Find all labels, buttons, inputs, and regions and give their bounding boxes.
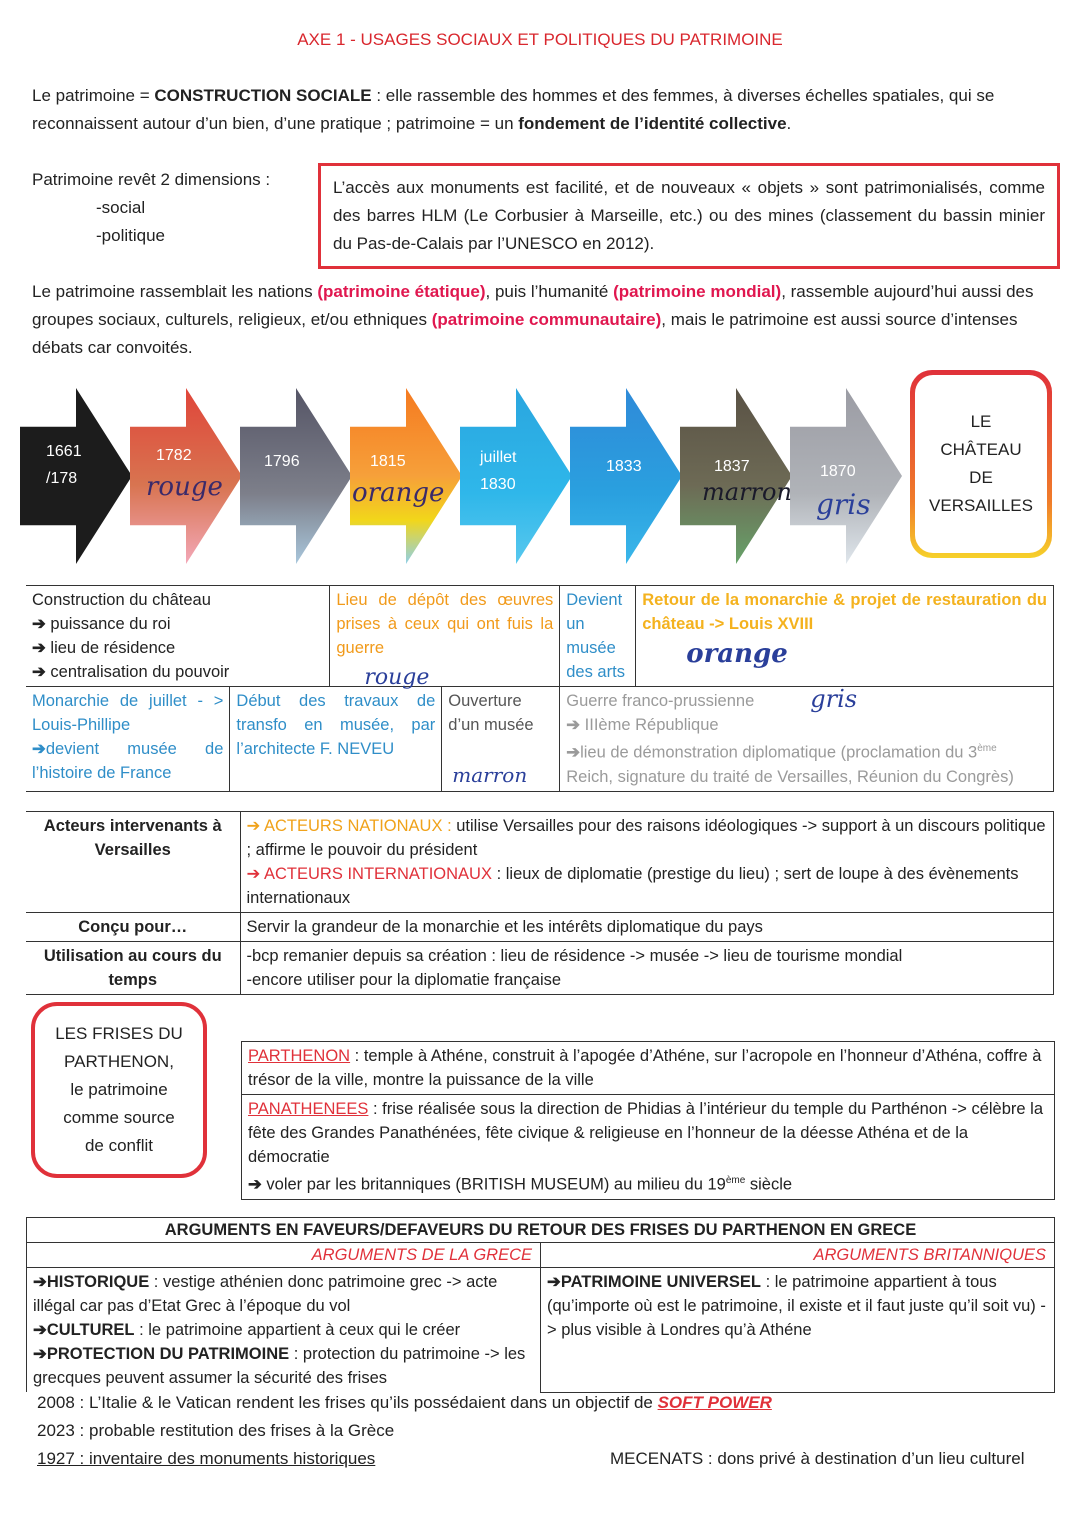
uk-header: ARGUMENTS BRITANNIQUES (541, 1243, 1055, 1268)
event-text: centralisation du pouvoir (50, 663, 230, 681)
event-hand-note: gris (810, 685, 858, 713)
panathenees-label: PANATHENEES (248, 1100, 369, 1118)
arguments-title: ARGUMENTS EN FAVEURS/DEFAVEURS DU RETOUR DES FRISES DU PARTHENON EN GRECE (27, 1218, 1055, 1243)
parthenon-row (242, 1042, 1055, 1095)
dimension-item: -politique (96, 226, 165, 245)
usage-text: -encore utiliser pour la diplomatie française (246, 971, 562, 989)
footer-2023: 2023 : probable restitution des frises à la Grèce (37, 1421, 395, 1440)
frises-box: LES FRISES DU PARTHENON, le patrimoine comme source de conflit (31, 1002, 207, 1178)
event-text: Ouverture d’un musée (448, 692, 534, 734)
footer-1927: 1927 : inventaire des monuments historiques (37, 1449, 376, 1468)
timeline-arrow-1796 (240, 388, 352, 564)
intro-text: . (786, 114, 792, 133)
acteurs-label: Acteurs intervenants à Versailles (26, 812, 240, 913)
page-title: AXE 1 - USAGES SOCIAUX ET POLITIQUES DU PATRIMOINE (297, 30, 783, 49)
parthenon-table (241, 1041, 1055, 1200)
acteurs-text: utilise Versailles pour des raisons idéologiques -> support à un discours politique ; affirme le pouvoir du président (246, 817, 1046, 859)
arrow-date: 1661 /178 (46, 443, 82, 487)
arg-label: HISTORIQUE (46, 1273, 150, 1291)
event-construction: Construction du château ➔ puissance du roi ➔ lieu de résidence ➔ centralisation du pouvoir (26, 586, 330, 687)
event-ouverture (442, 687, 560, 792)
arg-text: : le patrimoine appartient à ceux qui le créer (134, 1321, 461, 1339)
timeline-arrow-1815 (350, 388, 462, 564)
event-hand-note: marron (452, 762, 528, 787)
arrow-date: juillet 1830 (480, 449, 517, 493)
footer-2008 (37, 1393, 772, 1413)
stolen-text: voler par les britanniques (BRITISH MUSEUM) au milieu du 19 (261, 1175, 726, 1194)
acteurs-text: : lieux de diplomatie (prestige du lieu) ; sert de loupe à des évènements internationaux (246, 865, 1019, 907)
arg-text: : le patrimoine appartient à tous (qu’importe où est le patrimoine, il existe et il faut juste qu’il soit vu) -> plus visible à Londres qu’à Athéne (547, 1273, 1046, 1339)
dimension-item: -social (96, 198, 146, 217)
event-travaux: Début des travaux de transfo en musée, par l’architecte F. NEVEU (230, 687, 442, 792)
events-table (26, 585, 1054, 792)
event-text: puissance du roi (50, 615, 171, 633)
arrow-note: gris (816, 488, 871, 521)
concu-text: Servir la grandeur de la monarchie et les intérêts diplomatique du pays (240, 913, 1054, 942)
event-text: Lieu de dépôt des œuvres prises à ceux qui ont fuis la guerre (336, 591, 554, 657)
nations-text: , puis l’humanité (485, 282, 614, 301)
event-text: Guerre franco-prussienne (566, 692, 755, 710)
arg-text: : vestige athénien donc patrimoine grec -> acte illégal car pas d’Etat Grec à l’époque du vol (33, 1273, 498, 1315)
event-text: devient musée de l’histoire de France (32, 740, 224, 782)
event-text: Monarchie de juillet - > Louis-Phillipe (32, 692, 224, 734)
arrow-date: 1837 (714, 458, 750, 475)
usage-label: Utilisation au cours du temps (26, 942, 240, 995)
intro-text: : elle rassemble des hommes et des femmes, à diverses échelles spatiales, qui se (371, 86, 995, 105)
arg-label: PROTECTION DU PATRIMOINE (46, 1345, 290, 1363)
intro-text: Le patrimoine = (32, 86, 155, 105)
intro-bold: fondement de l’identité collective (518, 114, 787, 133)
footer-text: 2008 : L’Italie & le Vatican rendent les frises qu’ils possédaient dans un objectif de (37, 1393, 658, 1412)
access-box: L’accès aux monuments est facilité, et de nouveaux « objets » sont patrimonialisés, comme des barres HLM (Le Corbusier à Marseille, etc.) ou des mines (classement du bassin minier du Pas-de-Calais par l’UNESCO en 2012). (318, 163, 1060, 269)
nations-paragraph (32, 278, 1042, 362)
arrow-date: 1833 (606, 458, 642, 475)
chateau-label: LE CHÂTEAU DE VERSAILLES (915, 375, 1047, 553)
arrow-date: 1870 (820, 463, 856, 480)
event-text: lieu de résidence (50, 639, 176, 657)
panathenees-row: PANATHENEES : frise réalisée sous la direction de Phidias à l’intérieur du temple du Parthénon -> célèbre la fête des Grandes Panathénées, fête civique & religieuse en l’honneur de la déesse Athéna et de la démocratie ➔ voler par les britanniques (BRITISH MUSEUM) au milieu du 19ème siècle (242, 1095, 1055, 1200)
arrow-note: rouge (146, 472, 223, 502)
dimensions-heading: Patrimoine revêt 2 dimensions : (32, 170, 271, 189)
parthenon-text: : temple à Athéne, construit à l’apogée d’Athéne, sur l’acropole en l’honneur d’Athéna, coffre à trésor de la ville, montre la puissance de la ville (248, 1047, 1042, 1089)
arrow-date: 1815 (370, 453, 406, 470)
event-text: IIIème République (584, 716, 719, 734)
nations-highlight: (patrimoine communautaire) (431, 310, 662, 329)
arrow-note: marron (702, 478, 792, 506)
usage-text: -bcp remanier depuis sa création : lieu de résidence -> musée -> lieu de tourisme mondial (246, 947, 903, 965)
event-monarchie-juillet: Monarchie de juillet - > Louis-Phillipe ➔devient musée de l’histoire de France (26, 687, 230, 792)
dimensions-block (32, 166, 270, 250)
arrow-date: 1796 (264, 453, 300, 470)
event-depot (330, 586, 560, 690)
footer-mecenats: MECENATS : dons privé à destination d’un lieu culturel (610, 1449, 1025, 1468)
panathenees-text: : frise réalisée sous la direction de Phidias à l’intérieur du temple du Parthénon -> célèbre la fête des Grandes Panathénées, fête civique & religieuse en l’honneur de la déesse Athéna et de la démocratie (248, 1100, 1044, 1166)
parthenon-label: PARTHENON (248, 1047, 351, 1065)
intro-text: reconnaissent autour d’un bien, d’une pratique ; patrimoine = un (32, 114, 519, 133)
greece-arguments: ➔HISTORIQUE : vestige athénien donc patrimoine grec -> acte illégal car pas d’Etat Grec à l’époque du vol ➔CULTUREL : le patrimoine appartient à ceux qui le créer ➔PROTECTION DU PATRIMOINE : protection du patrimoine -> les grecques peuvent assumer la sécurité des frises (27, 1268, 541, 1393)
nations-highlight: (patrimoine étatique) (317, 282, 486, 301)
greece-header: ARGUMENTS DE LA GRECE (27, 1243, 541, 1268)
uk-arguments: ➔PATRIMOINE UNIVERSEL : le patrimoine appartient à tous (qu’importe où est le patrimoine, il existe et il faut juste qu’il soit vu) -> plus visible à Londres qu’à Athéne (541, 1268, 1055, 1393)
arg-label: CULTUREL (46, 1321, 135, 1339)
nations-highlight: (patrimoine mondial) (613, 282, 782, 301)
acteurs-nat-label: ACTEURS NATIONAUX : (264, 817, 452, 835)
event-text: Construction du château (32, 591, 211, 609)
chateau-box-border (910, 370, 1052, 558)
event-hand-note: orange (686, 639, 788, 669)
intro-paragraph (32, 82, 1052, 138)
arg-label: PATRIMOINE UNIVERSEL (560, 1273, 761, 1291)
arguments-table (26, 1217, 1055, 1393)
event-musee-arts: Devient un musée des arts (560, 586, 636, 687)
event-sup: ème (977, 743, 997, 754)
event-text: lieu de démonstration diplomatique (proclamation du 3 (580, 743, 978, 762)
arrow-date: 1782 (156, 447, 192, 464)
stolen-sup: ème (725, 1175, 746, 1186)
acteurs-int-label: ACTEURS INTERNATIONAUX (264, 865, 492, 883)
nations-text: , mais le patrimoine est aussi source d’intenses débats car convoités. (32, 310, 1018, 357)
event-text: Retour de la monarchie & projet de restauration du château -> Louis XVIII (642, 591, 1047, 633)
nations-text: Le patrimoine rassemblait les nations (32, 282, 318, 301)
stolen-text: siècle (745, 1175, 793, 1194)
usage-content (240, 942, 1054, 995)
event-guerre: Guerre franco-prussienne ➔ IIIème République ➔lieu de démonstration diplomatique (proclamation du 3ème Reich, signature du traité de Versailles, Réunion du Congrès) gris (560, 687, 1054, 792)
nations-text: , rassemble aujourd’hui aussi des groupes sociaux, culturels, religieux, et/ou ethniques (32, 282, 1034, 329)
event-retour (636, 586, 1054, 687)
event-hand-note: rouge (364, 665, 430, 690)
arg-text: : protection du patrimoine -> les grecques peuvent assumer la sécurité des frises (33, 1345, 526, 1387)
acteurs-content: ➔ ACTEURS NATIONAUX : utilise Versailles pour des raisons idéologiques -> support à un discours politique ; affirme le pouvoir du président ➔ ACTEURS INTERNATIONAUX : lieux de diplomatie (prestige du lieu) ; sert de loupe à des évènements internationaux (240, 812, 1054, 913)
arrow-note: orange (352, 478, 445, 508)
intro-bold: CONSTRUCTION SOCIALE (154, 86, 372, 105)
soft-power: SOFT POWER (657, 1393, 772, 1412)
versailles-table (26, 811, 1054, 995)
concu-label: Conçu pour… (26, 913, 240, 942)
event-text: Reich, signature du traité de Versailles, Réunion du Congrès) (566, 767, 1014, 786)
